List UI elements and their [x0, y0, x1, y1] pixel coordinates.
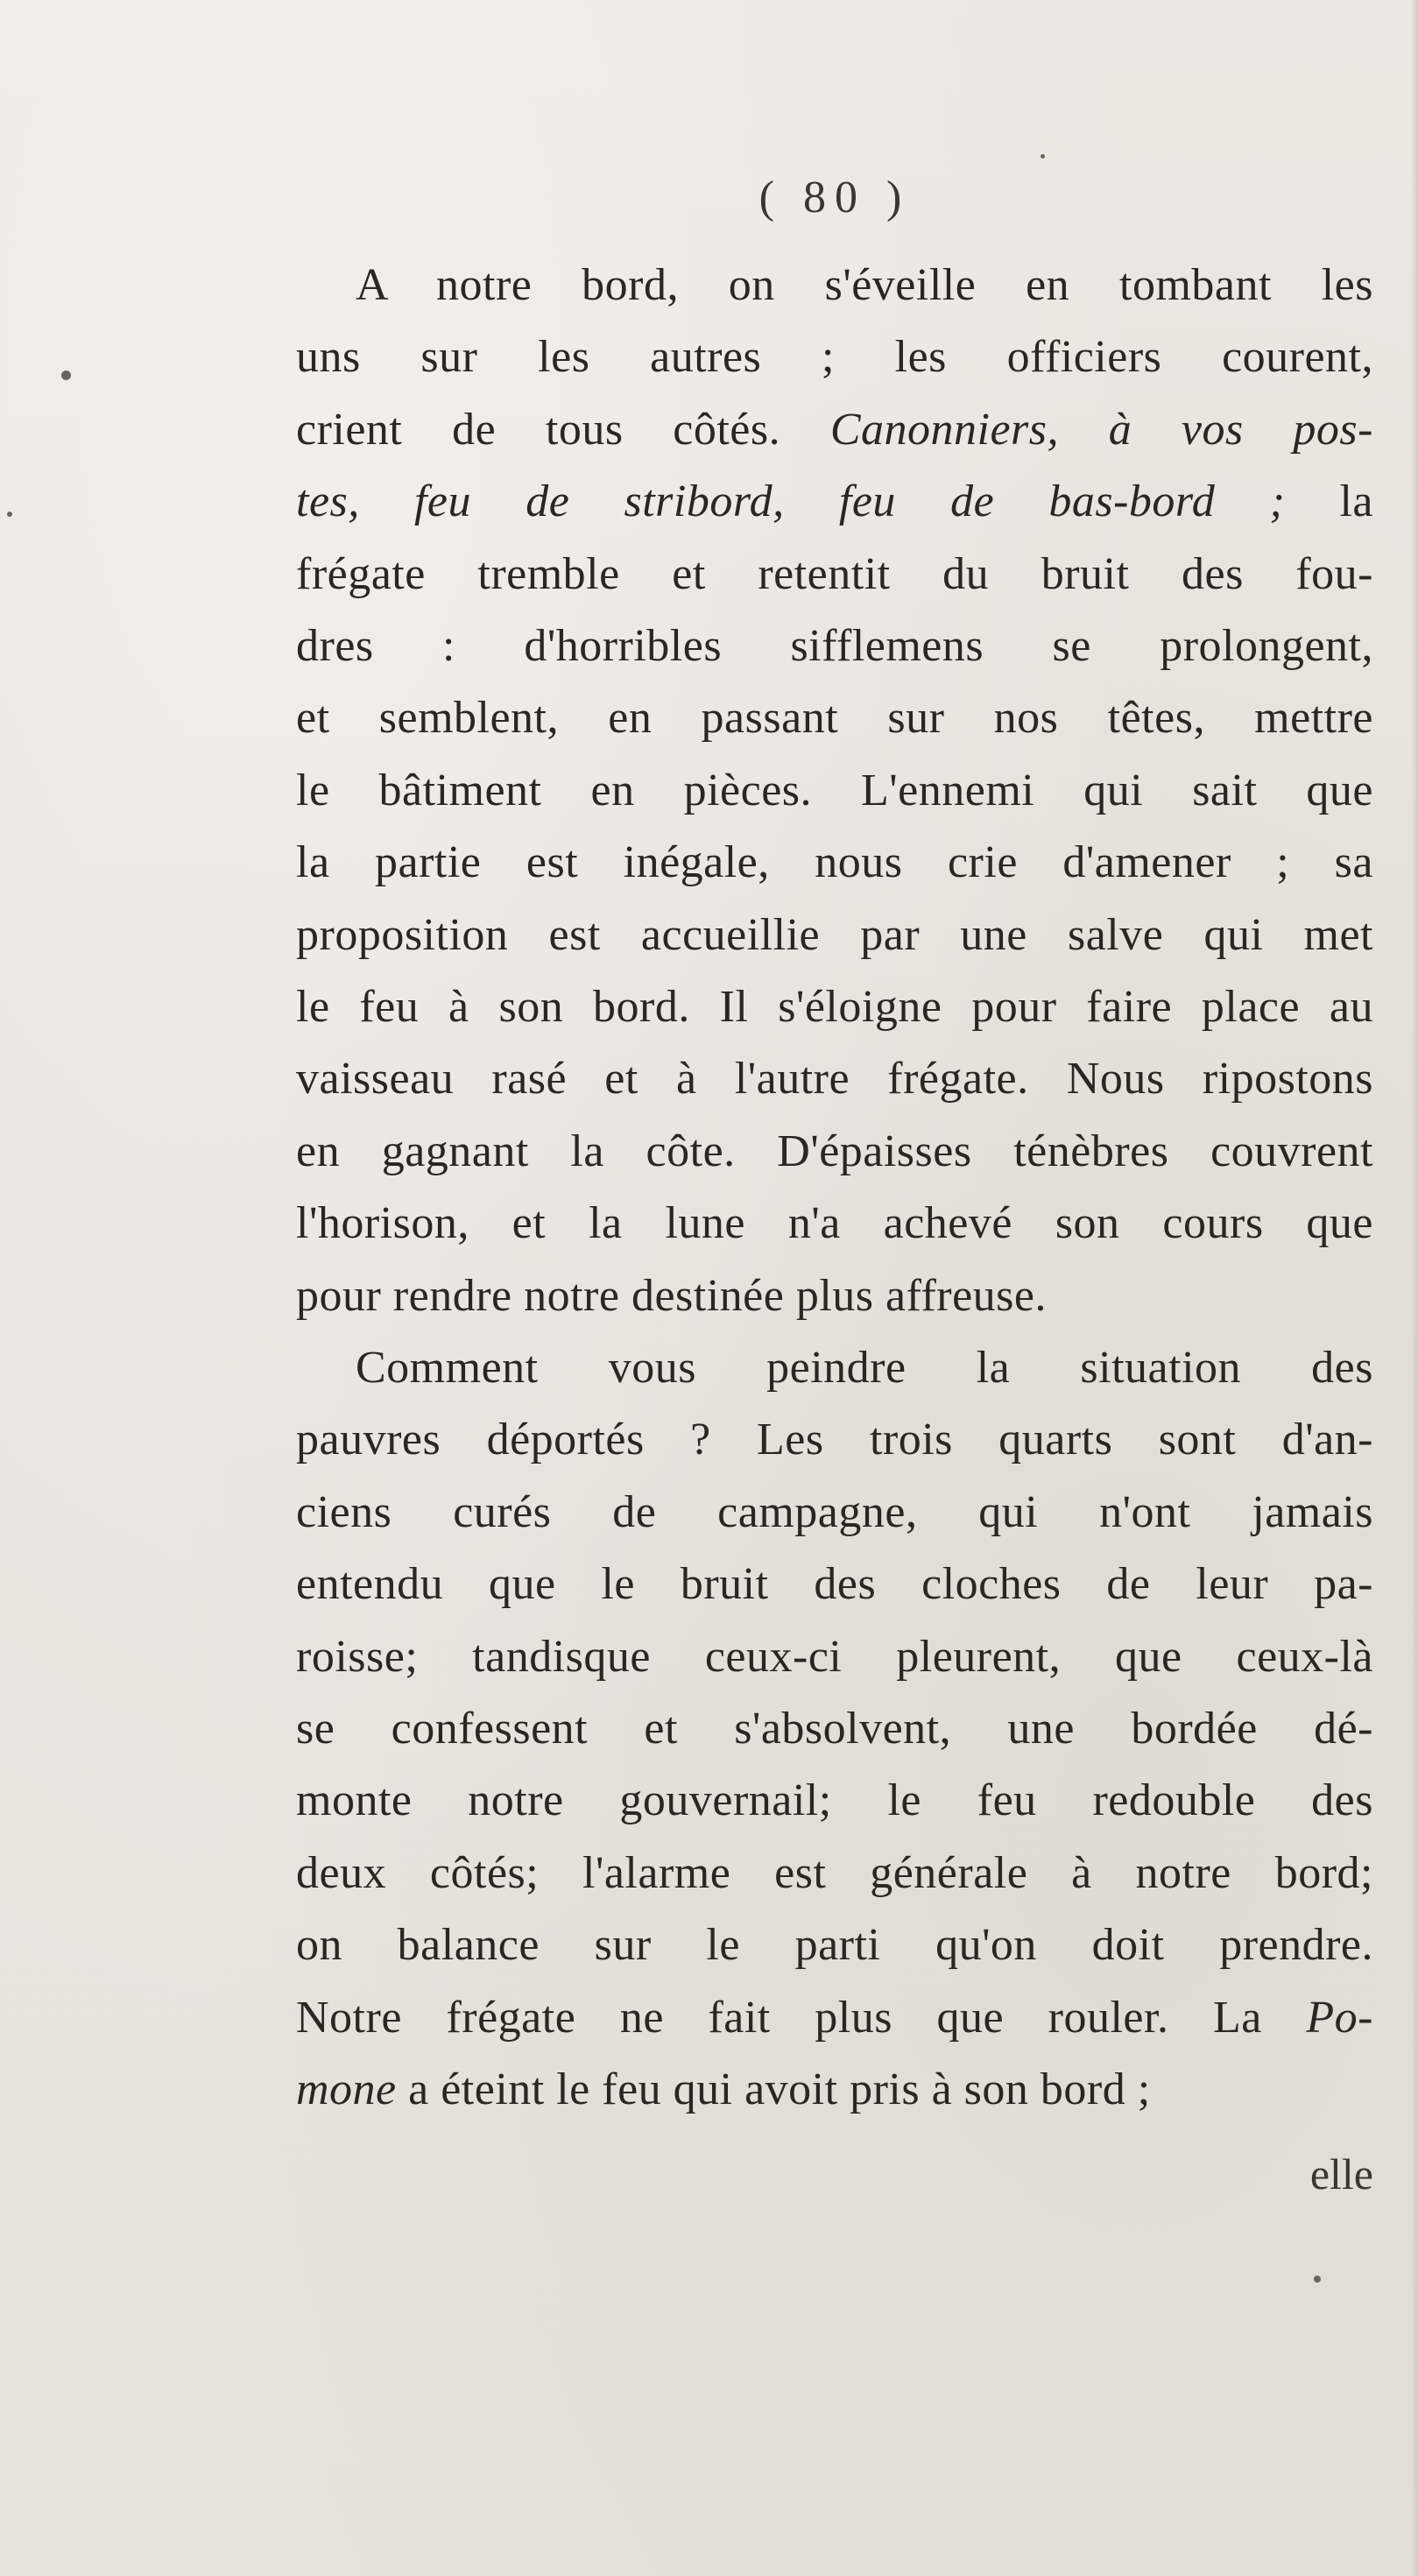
ink-speck [1041, 154, 1045, 159]
text-line [296, 476, 1373, 528]
italic-text: mone [296, 2064, 397, 2114]
text-segment: Notre frégate ne fait plus que rouler. La [296, 1993, 1307, 2043]
text-segment: frégate tremble et retentit du bruit des fou- [296, 549, 1373, 599]
text-segment: la [1285, 476, 1373, 526]
text-line [296, 1919, 1373, 1972]
text-line [296, 1631, 1373, 1683]
ink-speck [61, 371, 71, 380]
ink-speck [1314, 2276, 1321, 2283]
italic-text: Canonniers, à vos pos- [829, 405, 1373, 455]
text-segment: ciens curés de campagne, qui n'ont jamais [296, 1487, 1373, 1537]
text-segment: proposition est accueillie par une salve qui met [296, 910, 1373, 960]
text-segment: l'horison, et la lune n'a achevé son cours que [296, 1198, 1373, 1248]
text-line [296, 404, 1373, 456]
text-line [296, 1558, 1373, 1611]
text-segment: se confessent et s'absolvent, une bordée dé- [296, 1704, 1373, 1754]
text-segment: en gagnant la côte. D'épaisses ténèbres couvrent [296, 1126, 1373, 1176]
text-line [296, 259, 1373, 312]
text-line [296, 1414, 1373, 1466]
text-segment: entendu que le bruit des cloches de leur pa- [296, 1559, 1373, 1609]
text-segment: pauvres déportés ? Les trois quarts sont d'an- [296, 1415, 1373, 1464]
text-segment: uns sur les autres ; les officiers courent, [296, 332, 1373, 382]
text-segment: le feu à son bord. Il s'éloigne pour faire place au [296, 982, 1373, 1032]
page-edge [1411, 0, 1418, 2576]
text-segment: deux côtés; l'alarme est générale à notre bord; [296, 1848, 1373, 1898]
text-line [296, 548, 1373, 601]
text-line [296, 331, 1373, 384]
text-segment: et semblent, en passant sur nos têtes, mettre [296, 693, 1373, 743]
text-line [296, 2064, 1373, 2116]
text-segment: a éteint le feu qui avoit pris à son bord ; [396, 2064, 1151, 2114]
text-line [296, 1270, 1373, 1323]
catchword: elle [1309, 2149, 1373, 2198]
text-line [296, 620, 1373, 673]
text-line [296, 765, 1373, 817]
text-line [296, 836, 1373, 889]
text-line [296, 1126, 1373, 1178]
text-line [296, 981, 1373, 1034]
text-segment: on balance sur le parti qu'on doit prendre. [296, 1920, 1373, 1970]
text-segment: le bâtiment en pièces. L'ennemi qui sait que [296, 766, 1373, 815]
text-segment: Comment vous peindre la situation des [356, 1343, 1373, 1393]
text-segment: A notre bord, on s'éveille en tombant les [356, 260, 1373, 310]
ink-speck [7, 512, 12, 517]
text-segment: crient de tous côtés. [296, 405, 830, 455]
text-segment: vaisseau rasé et à l'autre frégate. Nous ripostons [296, 1054, 1373, 1104]
text-segment: pour rendre notre destinée plus affreuse. [296, 1271, 1047, 1321]
text-line [296, 1703, 1373, 1755]
text-line [296, 1342, 1373, 1394]
text-segment: la partie est inégale, nous crie d'amener ; sa [296, 837, 1373, 887]
text-line [296, 1847, 1373, 1900]
page-number: ( 80 ) [758, 173, 911, 222]
text-line [296, 1197, 1373, 1250]
text-segment: roisse; tandisque ceux-ci pleurent, que ceux-là [296, 1632, 1373, 1682]
text-line [296, 1775, 1373, 1827]
italic-text: tes, feu de stribord, feu de bas-bord ; [296, 476, 1286, 526]
text-segment: dres : d'horribles sifflemens se prolongent, [296, 621, 1373, 671]
text-line [296, 1053, 1373, 1105]
italic-text: Po- [1306, 1993, 1373, 2043]
text-line [296, 1486, 1373, 1539]
text-line [296, 692, 1373, 745]
text-line [296, 909, 1373, 962]
text-line [296, 1992, 1373, 2044]
text-segment: monte notre gouvernail; le feu redouble des [296, 1775, 1373, 1825]
